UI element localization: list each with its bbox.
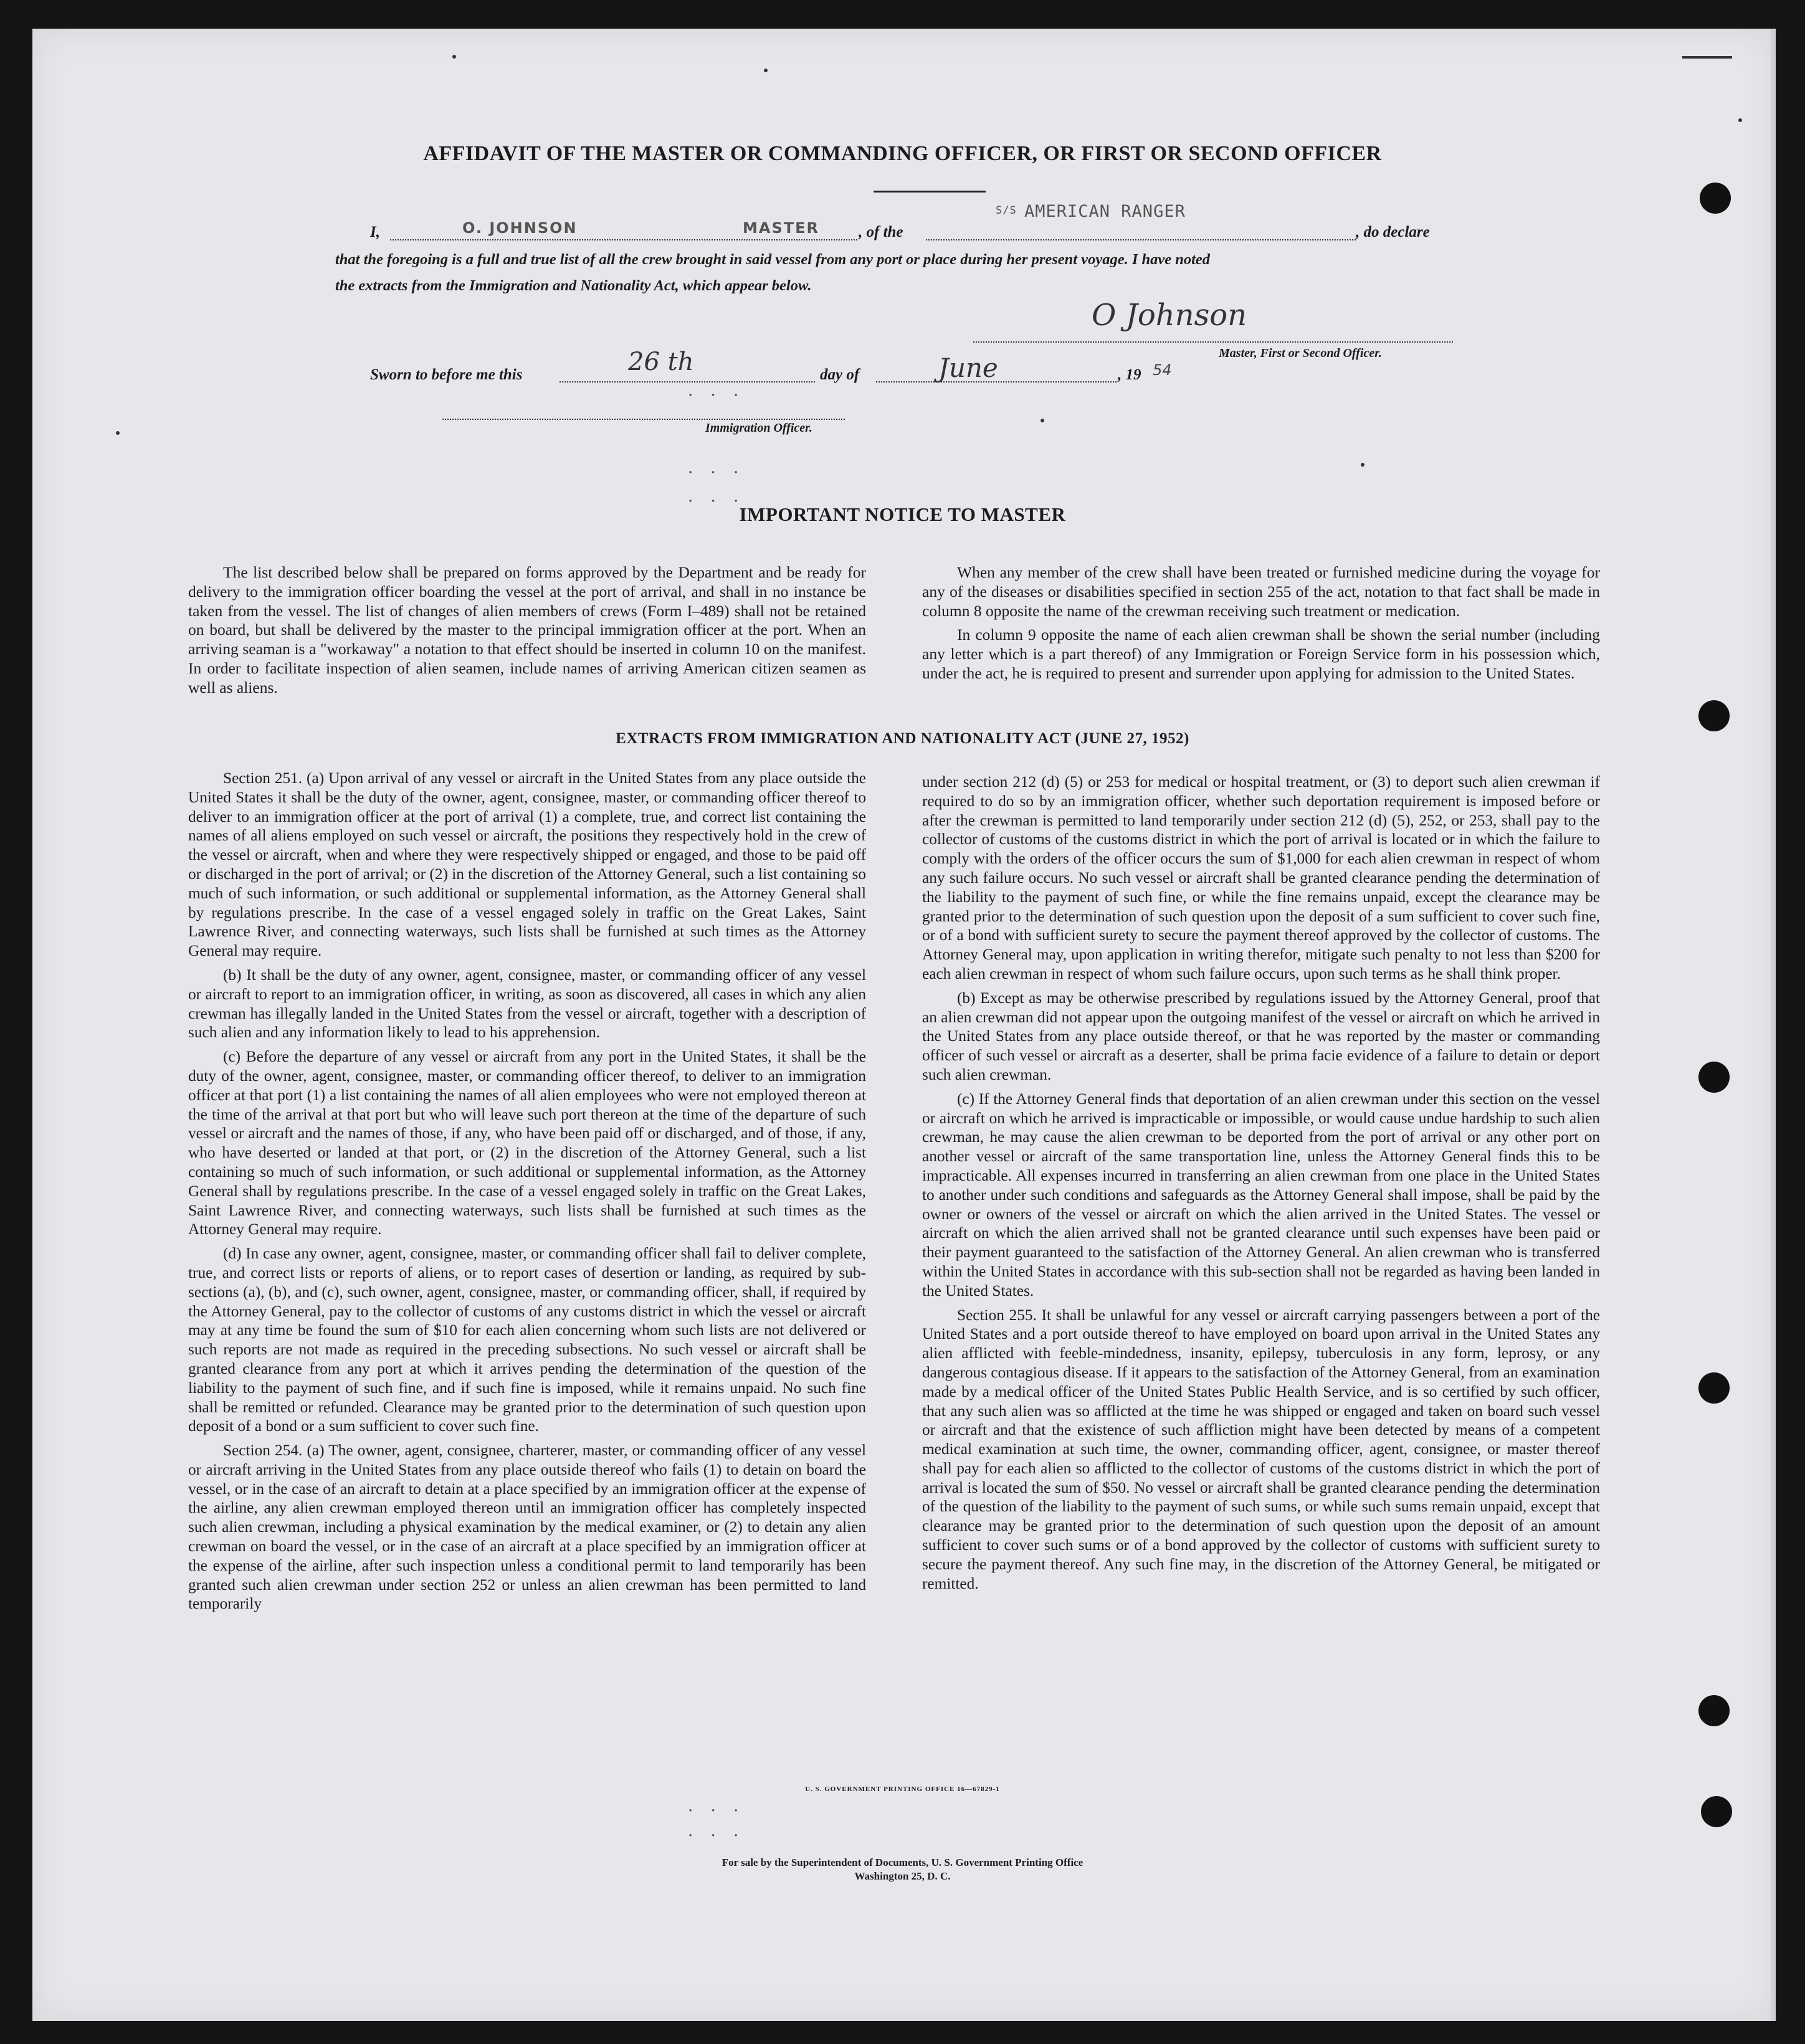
binder-hole xyxy=(1698,1695,1730,1726)
speck xyxy=(1361,463,1364,467)
sworn-day-line xyxy=(560,381,815,383)
notice-right-column xyxy=(922,563,1600,683)
sworn-month: June xyxy=(938,353,998,383)
notice-paragraph: The list described below shall be prepared on forms approved by the Department and be ready for delivery to the immigration officer boarding the vessel at the port of arrival, and shall in no instance be taken from the vessel. The list of changes of alien members of crews (Form I–489) shall not be retained on board, but shall be delivered by the master to the principal immigration officer at the port. When an arriving seaman is a "workaway" a notation to that effect should be inserted in column 10 on the manifest. In order to facilitate inspection of alien seamen, include names of arriving American citizen seamen as well as aliens. xyxy=(188,563,866,696)
day-of-label: day of xyxy=(820,366,860,383)
statement-line-1: that the foregoing is a full and true list of all the crew brought in said vessel from any port or place during her present voyage. I have noted xyxy=(335,251,1211,268)
section-paragraph: Section 254. (a) The owner, agent, consignee, charterer, master, or commanding officer of any vessel or aircraft arriving in the United States from any place outside thereof who fails (1) to detain on board the vessel, or in the case of an aircraft to detain at a place specified by an immigration officer at the expense of the airline, any alien crewman employed thereon until an immigration officer has completely inspected such alien crewman, including a physical examination by the medical examiner, or (2) to detain any alien crewman on board the vessel, or in the case of an aircraft at a place specified by an immigration officer at the expense of the airline, after such inspection unless a conditional permit to land temporarily has been granted such alien crewman under section 252 or unless an alien crewman has been permitted to land temporarily xyxy=(188,1442,866,1613)
vessel-prefix: S/S xyxy=(996,204,1017,217)
sworn-label: Sworn to before me this xyxy=(370,366,523,383)
extracts-title: EXTRACTS FROM IMMIGRATION AND NATIONALITY ACT (JUNE 27, 1952) xyxy=(616,730,1189,747)
sale-line-2: Washington 25, D. C. xyxy=(854,1870,951,1882)
binder-hole xyxy=(1698,1372,1730,1404)
page-edge xyxy=(1771,29,1776,2021)
year-suffix: 54 xyxy=(1153,361,1172,379)
speck xyxy=(1682,56,1732,59)
section-paragraph: (d) In case any owner, agent, consignee, master, or commanding officer shall fail to deliver complete, true, and correct lists or reports of aliens, or to report cases of desertion or landing, as required by sub-sections (a), (b), and (c), such owner, agent, consignee, master, or commanding officer, shall, if required by the Attorney General, pay to the collector of customs of any customs district in which the vessel or aircraft may at any time be found the sum of $10 for each alien concerning whom such lists are not delivered or such reports are not made as required in the preceding subsections. No such vessel or aircraft shall be granted clearance from any port at which it arrives pending the determination of the question of the liability to the payment of such fine, and if such fine is imposed, while it remains unpaid. No such fine shall be remitted or refunded. Clearance may be granted prior to the determination of such question upon deposit of a bond or a sum sufficient to cover such fine. xyxy=(188,1245,866,1435)
section-paragraph: under section 212 (d) (5) or 253 for medical or hospital treatment, or (3) to deport such alien crewman if required to do so by an immigration officer, whether such deportation requirement is imposed before or after the crewman is permitted to land temporarily under section 212 (d) (5), 252, or 253, shall pay to the collector of customs of the customs district in which the port of arrival is located or in which the failure to comply with the orders of the officer occurs the sum of $1,000 for each alien crewman in respect of whom any such failure occurs. No such vessel or aircraft shall be granted clearance pending the determination of the liability to the payment of such fine, or while the fine remains unpaid, except the clearance may be granted prior to the determination of such question upon the deposit of a sum sufficient to cover such fine, or of a bond with sufficient surety to secure the payment thereof approved by the collector of customs. The Attorney General may, upon application in writing therefor, mitigate such penalty to not less than $200 for each alien crewman in respect of whom such failure occurs, upon such terms as he shall think proper. xyxy=(922,773,1600,982)
speck xyxy=(1041,419,1044,422)
sale-line-1: For sale by the Superintendent of Documents, U. S. Government Printing Office xyxy=(722,1856,1083,1868)
affidavit-title: AFFIDAVIT OF THE MASTER OR COMMANDING OFFICER, OR FIRST OR SECOND OFFICER xyxy=(423,142,1382,165)
section-paragraph: (b) It shall be the duty of any owner, agent, consignee, master, or commanding officer of any vessel or aircraft to report to an immigration officer, in writing, as soon as discovered, all cases in which any alien crewman has illegally landed in the United States from the vessel or aircraft, together with a description of such alien and any information likely to lead to his apprehension. xyxy=(188,966,866,1042)
vessel-name: AMERICAN RANGER xyxy=(1024,202,1186,221)
section-paragraph: (c) If the Attorney General finds that deportation of an alien crewman under this section on the vessel or aircraft on which he arrived is impracticable or impossible, or would cause undue hardship to such alien crewman, he may cause the alien crewman to be deported from the port of arrival or any other port on another vessel or aircraft of the same transportation line, unless the Attorney General finds this to be impracticable. All expenses incurred in transferring an alien crewman from one place in the United States to another under such conditions and safeguards as the Attorney General shall impose, shall be paid by the owner or owners of the vessel or aircraft on which the alien arrived in the United States. The vessel or aircraft on which the alien arrived shall not be granted clearance until such expenses have been paid or their payment guaranteed to the satisfaction of the Attorney General. An alien crewman who is transferred within the United States in accordance with this sub-section shall not be regarded as having been landed in the United States. xyxy=(922,1090,1600,1300)
of-the-label: , of the xyxy=(859,224,903,240)
extracts-left-column xyxy=(188,769,866,1614)
notice-paragraph: When any member of the crew shall have been treated or furnished medicine during the voyage for any of the diseases or disabilities specified in section 255 of the act, notation to that fact shall be made in column 8 opposite the name of the crewman receiving such treatment or medication. xyxy=(922,563,1600,620)
i-label: I, xyxy=(370,224,380,240)
dot-marks: . . . xyxy=(688,1797,745,1815)
dot-marks: . . . xyxy=(688,381,745,400)
section-paragraph: (b) Except as may be otherwise prescribed by regulations issued by the Attorney General, proof that an alien crewman did not appear upon the outgoing manifest of the vessel or aircraft on which he arrived in the United States from any place outside thereof, or that he was reported by the master or commanding officer of such vessel or aircraft as a deserter, shall be prima facie evidence of a failure to detain or deport such alien crewman. xyxy=(922,989,1600,1083)
signature-line xyxy=(973,341,1453,343)
officer-name-line xyxy=(390,239,857,240)
notice-title: IMPORTANT NOTICE TO MASTER xyxy=(739,503,1066,525)
signature-caption: Master, First or Second Officer. xyxy=(1219,346,1382,360)
speck xyxy=(764,69,768,72)
section-paragraph: (c) Before the departure of any vessel or aircraft from any port in the United States, it shall be the duty of the owner, agent, consignee, master, or commanding officer thereof, to deliver to an immigration officer at that port (1) a list containing the names of all alien employees who were not employed thereon at the time of the arrival at that port but who will leave such port thereon at the time of the departure of such vessel or aircraft and the names of those, if any, who have been paid off or discharged, and of those, if any, who have deserted or landed at that port, or (2) in the discretion of the Attorney General, such a list containing so much of such information, or such additional or supplemental information, as the Attorney General shall by regulations prescribe. In the case of a vessel engaged solely in traffic on the Great Lakes, Saint Lawrence River, and connecting waterways, such lists shall be furnished at such times as the Attorney General may require. xyxy=(188,1048,866,1238)
do-declare-label: , do declare xyxy=(1356,224,1430,240)
dot-marks: . . . xyxy=(688,459,745,477)
printing-office-line: U. S. GOVERNMENT PRINTING OFFICE 16—67829-1 xyxy=(805,1785,1000,1793)
title-rule xyxy=(874,191,986,193)
speck xyxy=(116,431,120,435)
statement-line-2: the extracts from the Immigration and Nationality Act, which appear below. xyxy=(335,277,812,294)
extracts-right-column xyxy=(922,772,1600,1593)
officer-rank: MASTER xyxy=(743,219,819,237)
binder-hole xyxy=(1698,700,1730,731)
binder-hole xyxy=(1698,1062,1730,1093)
immigration-officer-caption: Immigration Officer. xyxy=(705,421,812,435)
sworn-day: 26 th xyxy=(628,348,694,376)
speck xyxy=(1738,118,1742,122)
binder-hole xyxy=(1701,1796,1732,1827)
master-signature: O Johnson xyxy=(1092,298,1247,333)
year-prefix: , 19 xyxy=(1118,366,1141,383)
officer-name: O. JOHNSON xyxy=(462,219,578,237)
notice-left-column xyxy=(188,563,866,698)
section-paragraph: Section 251. (a) Upon arrival of any vessel or aircraft in the United States from any place outside the United States it shall be the duty of the owner, agent, consignee, master, or commanding officer thereof to deliver to an immigration officer at the port of arrival (1) a complete, true, and correct list containing the names of all aliens employed on such vessel or aircraft, the positions they respectively hold in the crew of the vessel or aircraft, when and where they were respectively shipped or engaged, and those to be paid off or discharged in the port of arrival; or (2) in the discretion of the Attorney General, such a list containing so much of such information, or such additional or supplemental information, as the Attorney General shall by regulations prescribe. In the case of a vessel engaged solely in traffic on the Great Lakes, Saint Lawrence River, and connecting waterways, such lists shall be furnished at such times as the Attorney General may require. xyxy=(188,769,866,960)
section-paragraph: Section 255. It shall be unlawful for any vessel or aircraft carrying passengers between a port of the United States and a port outside thereof to have employed on board upon arrival in the United States any alien afflicted with feeble-mindedness, insanity, epilepsy, tuberculosis in any form, leprosy, or any dangerous contagious disease. If it appears to the satisfaction of the Attorney General, from an examination made by a medical officer of the United States Public Health Service, and is so certified by such officer, that any such alien was so afflicted at the time he was shipped or engaged and taken on board such vessel or aircraft and that the existence of such affliction might have been detected by means of a competent medical examination at such time, the owner, commanding officer, agent, consignee, or master thereof shall pay for each alien so afflicted to the collector of customs of the customs district in which the port of arrival is located the sum of $50. No vessel or aircraft shall be granted clearance pending the determination of the question of the liability to the payment of such sums, or while such sums remain unpaid, except that clearance may be granted prior to the determination of such question upon the deposit of an amount sufficient to cover such sums or of a bond approved by the collector of customs with sufficient surety to secure the payment thereof. Any such fine may, in the discretion of the Attorney General, be mitigated or remitted. xyxy=(922,1306,1600,1592)
binder-hole xyxy=(1700,183,1731,214)
immigration-officer-line xyxy=(442,419,845,420)
speck xyxy=(452,55,456,59)
notice-paragraph: In column 9 opposite the name of each alien crewman shall be shown the serial number (including any letter which is a part thereof) of any Immigration or Foreign Service form in his possession which, under the act, he is required to present and surrender upon applying for admission to the United States. xyxy=(922,625,1600,682)
vessel-line xyxy=(926,239,1356,240)
dot-marks: . . . xyxy=(688,487,745,506)
dot-marks: . . . xyxy=(688,1822,745,1840)
